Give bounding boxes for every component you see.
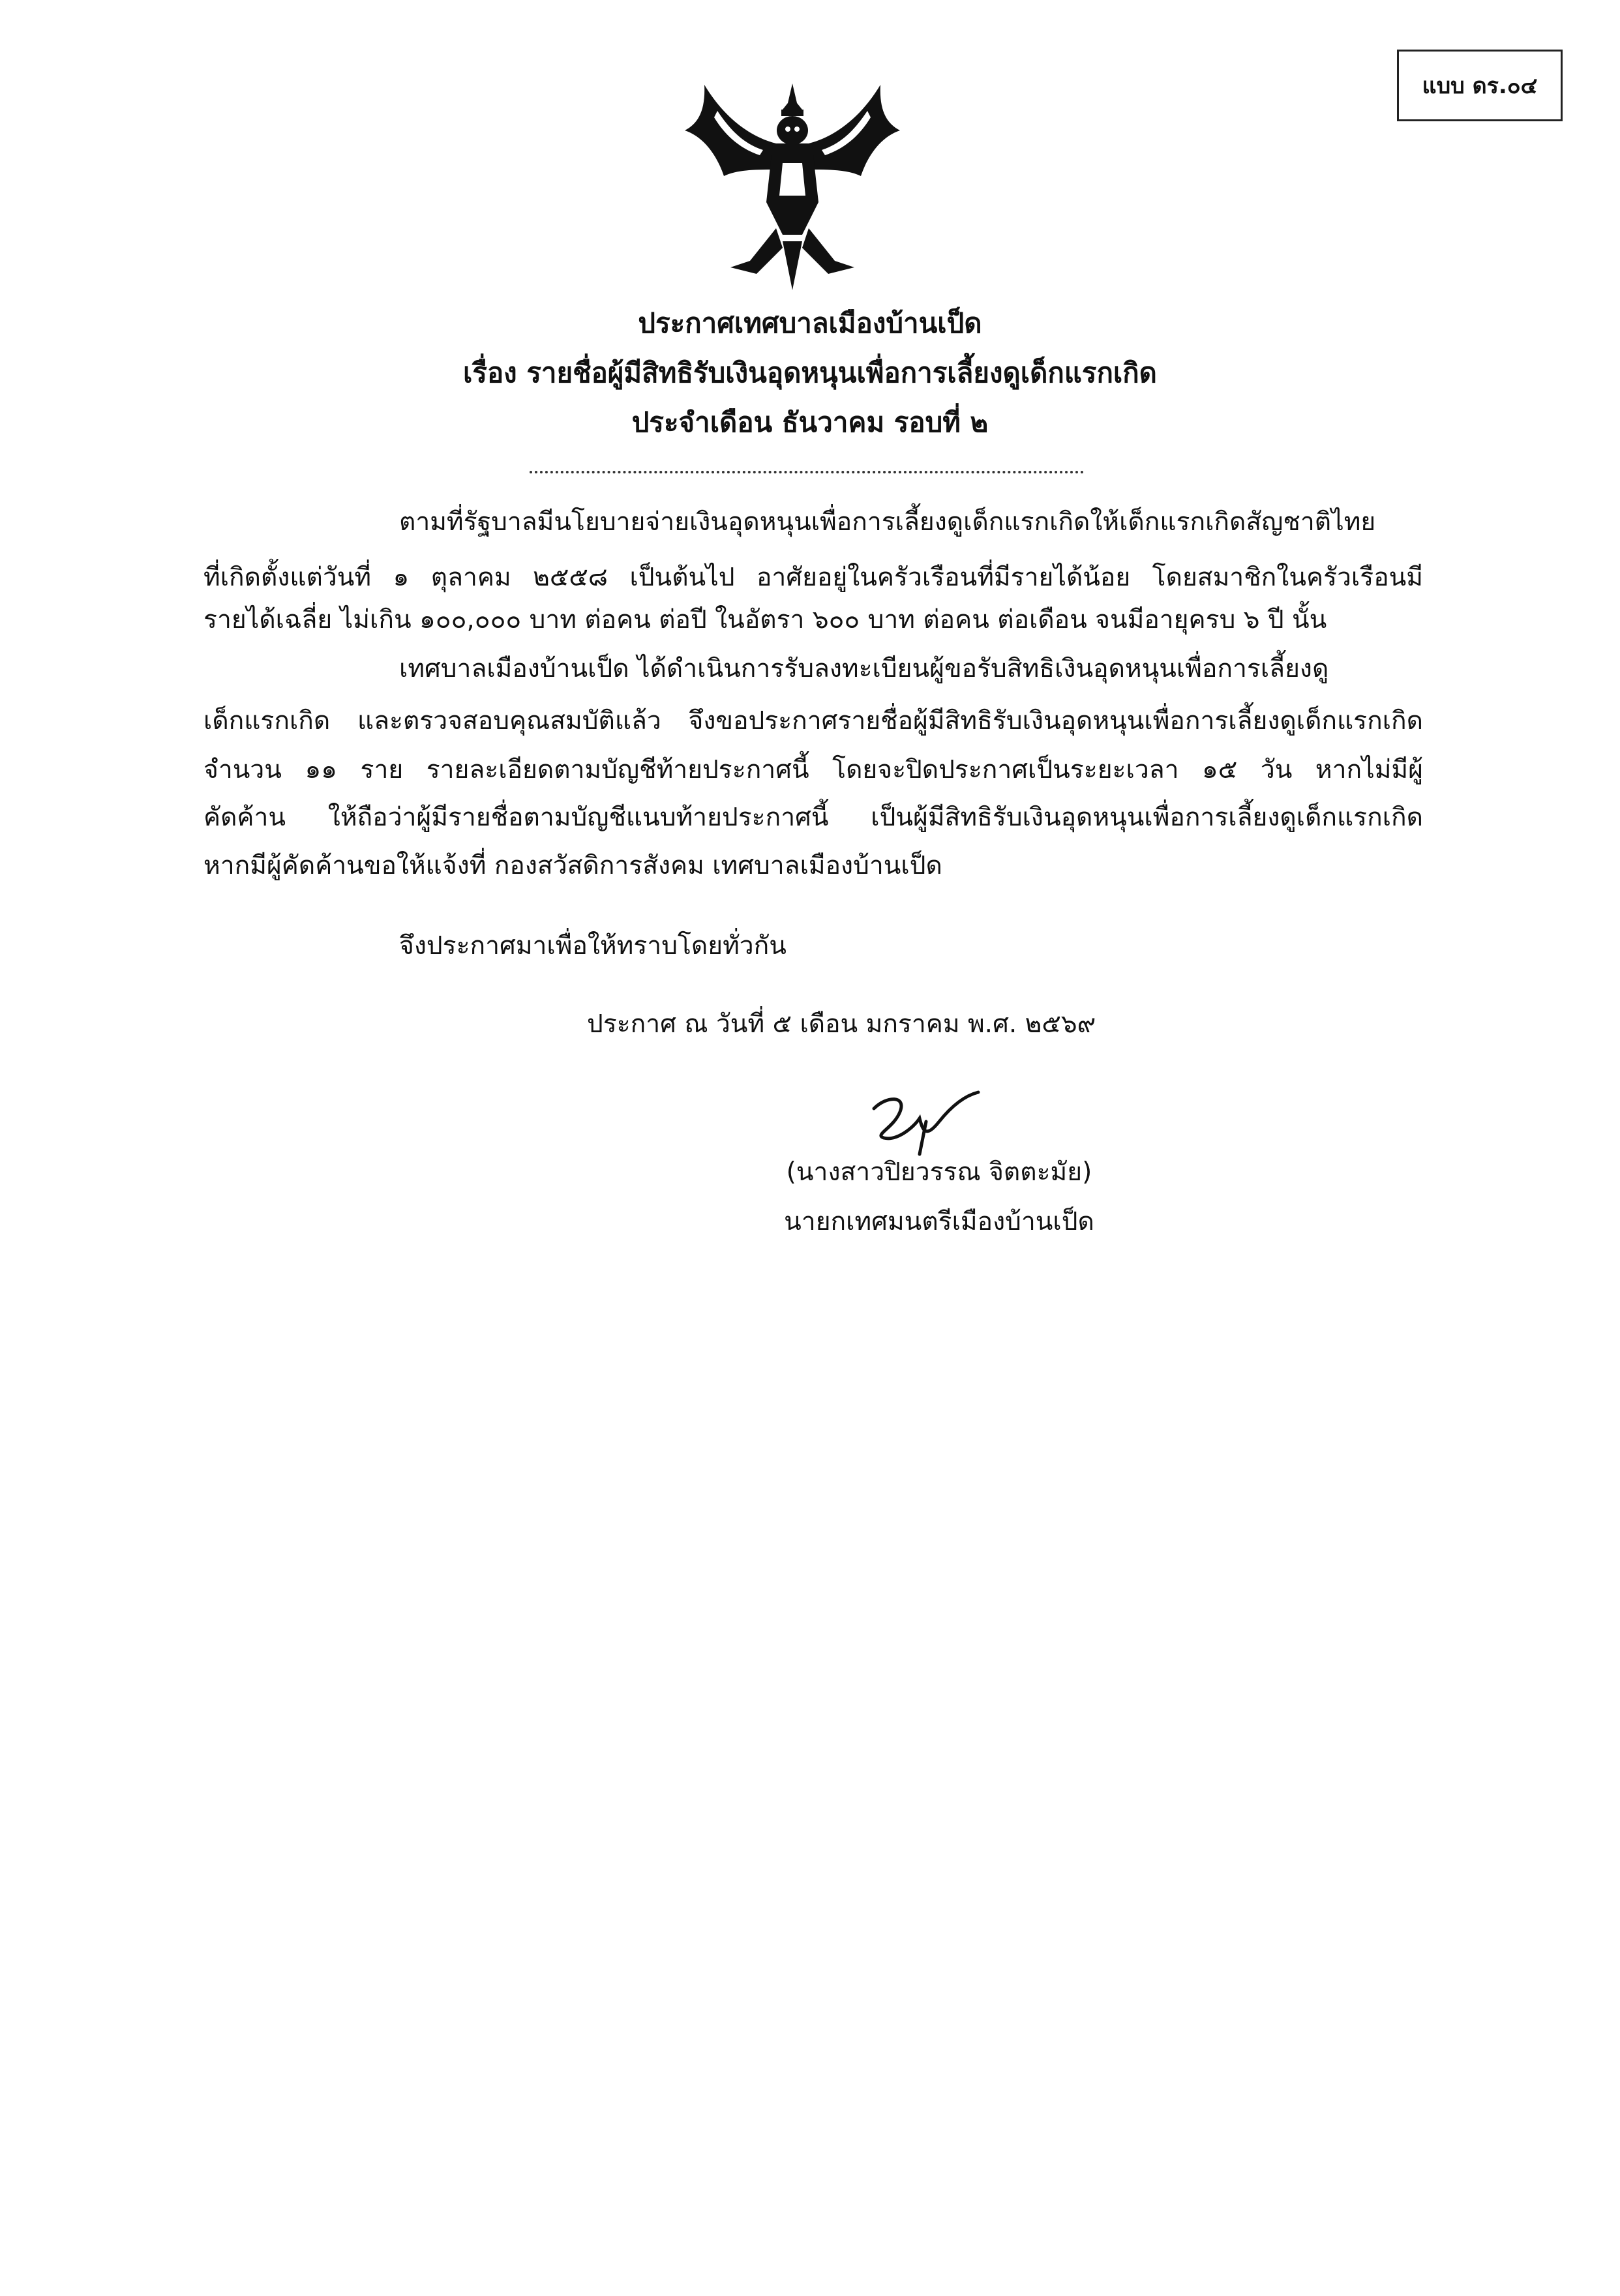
para2-line1: เทศบาลเมืองบ้านเป็ด ได้ดำเนินการรับลงทะเบียนผู้ขอรับสิทธิเงินอุดหนุนเพื่อการเลี้ยงดู	[399, 654, 1329, 683]
handwritten-signature	[848, 1082, 985, 1161]
para2-line5: หากมีผู้คัดค้านขอให้แจ้งที่ กองสวัสดิการสังคม เทศบาลเมืองบ้านเป็ด	[203, 851, 942, 880]
announcement-period: ประจำเดือน ธันวาคม รอบที่ ๒	[631, 406, 989, 438]
para2-line3: จำนวน ๑๑ ราย รายละเอียดตามบัญชีท้ายประกาศนี้ โดยจะปิดประกาศเป็นระยะเวลา ๑๕ วัน หากไม่มีผู้	[203, 755, 1423, 784]
date-line: ประกาศ ณ วันที่ ๕ เดือน มกราคม พ.ศ. ๒๕๖๙	[587, 1009, 1096, 1039]
announcement-title: ประกาศเทศบาลเมืองบ้านเป็ด	[638, 307, 982, 339]
signatory-position: นายกเทศมนตรีเมืองบ้านเป็ด	[784, 1207, 1094, 1236]
para2-line4: คัดค้าน ให้ถือว่าผู้มีรายชื่อตามบัญชีแนบท้ายประกาศนี้ เป็นผู้มีสิทธิรับเงินอุดหนุนเพื่อการเลี้ยงดูเด็กแรกเกิด	[203, 803, 1423, 832]
para1-line3: รายได้เฉลี่ย ไม่เกิน ๑๐๐,๐๐๐ บาท ต่อคน ต่อปี ในอัตรา ๖๐๐ บาท ต่อคน ต่อเดือน จนมีอายุครบ ๖ ปี นั้น	[203, 605, 1327, 634]
dotted-divider	[530, 471, 1084, 473]
para1-line1: ตามที่รัฐบาลมีนโยบายจ่ายเงินอุดหนุนเพื่อการเลี้ยงดูเด็กแรกเกิดให้เด็กแรกเกิดสัญชาติไทย	[399, 507, 1376, 537]
signatory-name: (นางสาวปิยวรรณ จิตตะมัย)	[786, 1157, 1092, 1187]
form-code-box	[1397, 50, 1563, 121]
garuda-emblem-icon	[678, 72, 907, 293]
form-code: แบบ ดร.๐๔	[1422, 73, 1538, 99]
announcement-subject: เรื่อง รายชื่อผู้มีสิทธิรับเงินอุดหนุนเพื่อการเลี้ยงดูเด็กแรกเกิด	[463, 357, 1157, 389]
para1-line2: ที่เกิดตั้งแต่วันที่ ๑ ตุลาคม ๒๕๕๘ เป็นต้นไป อาศัยอยู่ในครัวเรือนที่มีรายได้น้อย โดยสมาชิกในครัวเรือนมี	[203, 563, 1423, 592]
para2-line2: เด็กแรกเกิด และตรวจสอบคุณสมบัติแล้ว จึงขอประกาศรายชื่อผู้มีสิทธิรับเงินอุดหนุนเพื่อการเลี้ยงดูเด็กแรกเกิด	[203, 706, 1423, 736]
closing-line: จึงประกาศมาเพื่อให้ทราบโดยทั่วกัน	[399, 931, 787, 961]
